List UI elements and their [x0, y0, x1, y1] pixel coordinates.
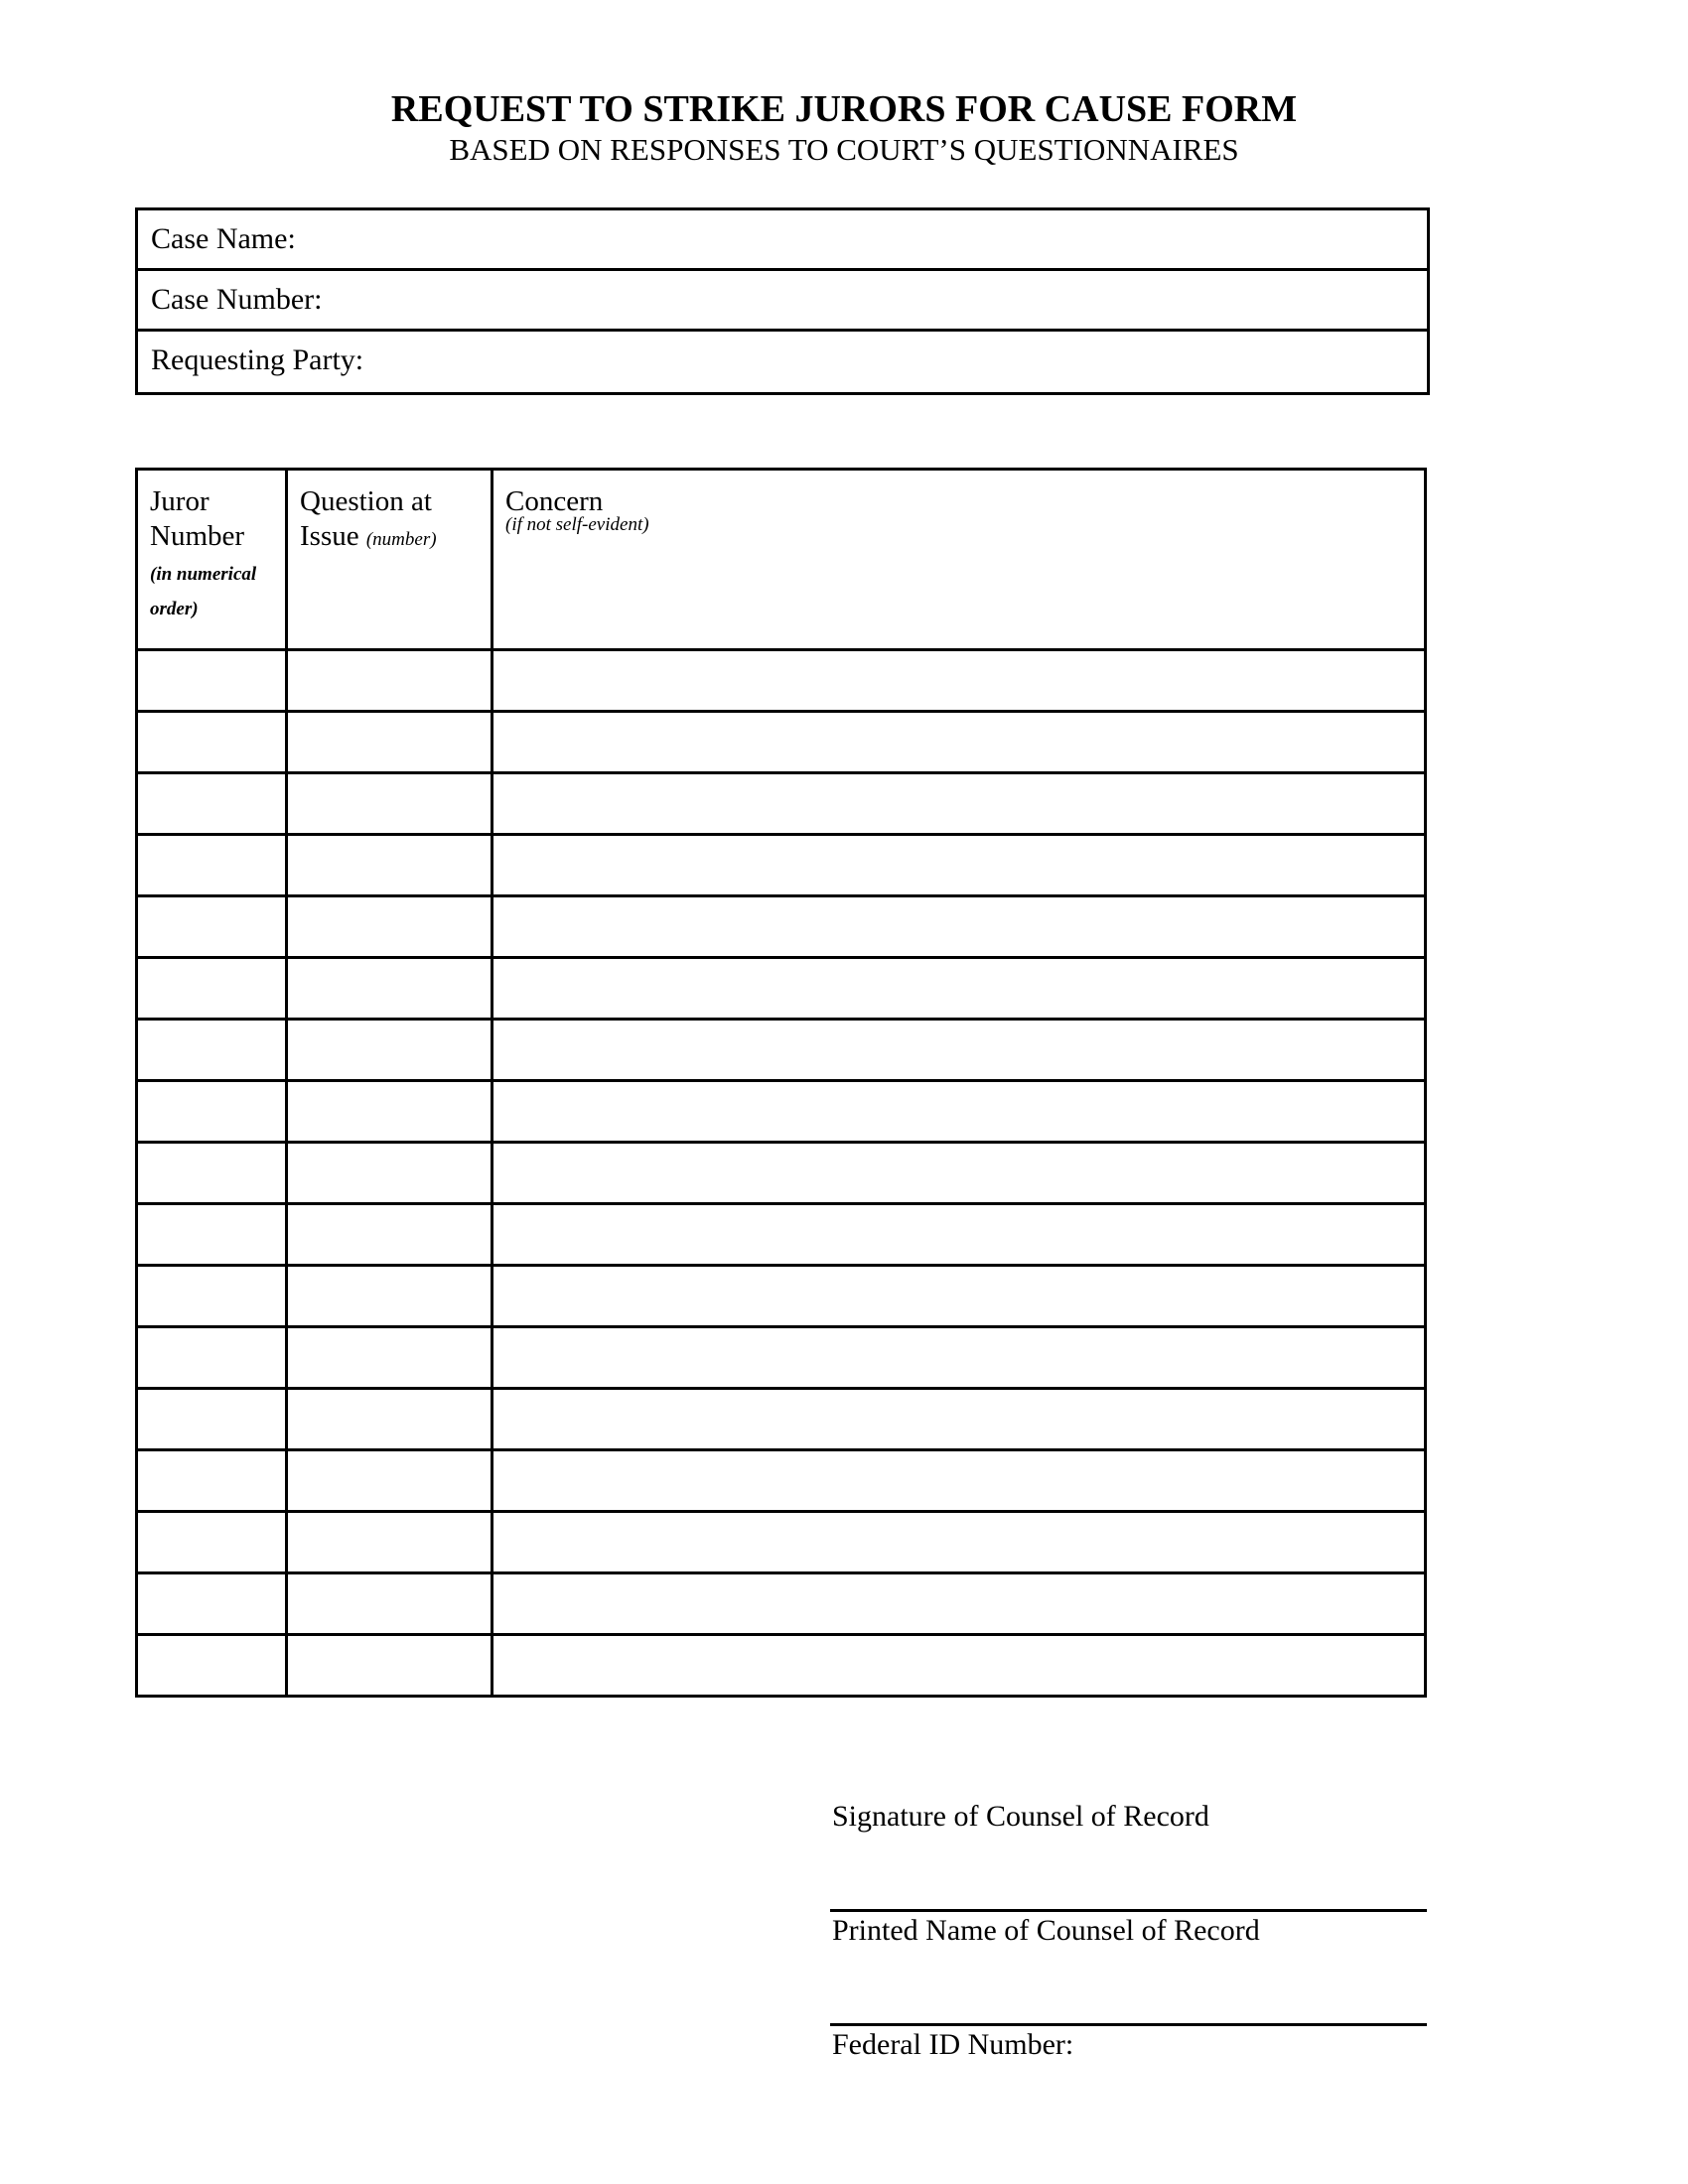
- printed-name-line[interactable]: [830, 1909, 1427, 1912]
- case-number-label: Case Number:: [151, 283, 323, 316]
- header-note: (if not self-evident): [505, 514, 649, 535]
- header-juror-number: [137, 470, 287, 650]
- juror-number-cell[interactable]: [137, 773, 287, 835]
- question-cell[interactable]: [287, 1081, 492, 1143]
- table-row: [137, 1020, 1426, 1081]
- header-label: Question at Issue: [300, 485, 432, 552]
- question-cell[interactable]: [287, 1573, 492, 1635]
- table-row: [137, 1143, 1426, 1204]
- table-row: [137, 773, 1426, 835]
- header-label: Concern: [505, 485, 604, 517]
- juror-number-cell[interactable]: [137, 1450, 287, 1512]
- header-concern: [492, 470, 1426, 650]
- concern-cell[interactable]: [492, 773, 1426, 835]
- form-title: REQUEST TO STRIKE JURORS FOR CAUSE FORM: [390, 88, 1298, 130]
- concern-cell[interactable]: [492, 650, 1426, 712]
- concern-cell[interactable]: [492, 1573, 1426, 1635]
- concern-cell[interactable]: [492, 1266, 1426, 1327]
- question-cell[interactable]: [287, 712, 492, 773]
- table-row: [137, 1389, 1426, 1450]
- juror-number-cell[interactable]: [137, 1635, 287, 1697]
- juror-number-cell[interactable]: [137, 650, 287, 712]
- table-row: [137, 896, 1426, 958]
- question-cell[interactable]: [287, 958, 492, 1020]
- juror-number-cell[interactable]: [137, 712, 287, 773]
- table-row: [137, 1204, 1426, 1266]
- question-cell[interactable]: [287, 1450, 492, 1512]
- concern-cell[interactable]: [492, 1081, 1426, 1143]
- juror-number-cell[interactable]: [137, 958, 287, 1020]
- question-cell[interactable]: [287, 650, 492, 712]
- case-name-label: Case Name:: [151, 222, 296, 255]
- concern-cell[interactable]: [492, 958, 1426, 1020]
- table-header-row: [137, 470, 1426, 650]
- question-cell[interactable]: [287, 896, 492, 958]
- concern-cell[interactable]: [492, 1635, 1426, 1697]
- table-row: [137, 1573, 1426, 1635]
- juror-number-cell[interactable]: [137, 835, 287, 896]
- header-question-at-issue: [287, 470, 492, 650]
- juror-number-cell[interactable]: [137, 1020, 287, 1081]
- signature-label: Signature of Counsel of Record: [832, 1800, 1209, 1833]
- juror-number-cell[interactable]: [137, 1573, 287, 1635]
- case-info-box: [135, 207, 1430, 395]
- federal-id-label: Federal ID Number:: [832, 2028, 1074, 2061]
- juror-number-cell[interactable]: [137, 1327, 287, 1389]
- question-cell[interactable]: [287, 1143, 492, 1204]
- question-cell[interactable]: [287, 1389, 492, 1450]
- concern-cell[interactable]: [492, 712, 1426, 773]
- form-subtitle: BASED ON RESPONSES TO COURT’S QUESTIONNAIRES: [449, 132, 1239, 167]
- juror-number-cell[interactable]: [137, 1204, 287, 1266]
- question-cell[interactable]: [287, 1635, 492, 1697]
- question-cell[interactable]: [287, 1327, 492, 1389]
- concern-cell[interactable]: [492, 1204, 1426, 1266]
- juror-number-cell[interactable]: [137, 1143, 287, 1204]
- juror-number-cell[interactable]: [137, 1266, 287, 1327]
- case-name-field[interactable]: [138, 210, 1427, 271]
- juror-number-cell[interactable]: [137, 896, 287, 958]
- table-row: [137, 835, 1426, 896]
- table-row: [137, 1450, 1426, 1512]
- concern-cell[interactable]: [492, 1450, 1426, 1512]
- requesting-party-label: Requesting Party:: [151, 343, 364, 376]
- juror-number-cell[interactable]: [137, 1389, 287, 1450]
- question-cell[interactable]: [287, 835, 492, 896]
- federal-id-line[interactable]: [830, 2023, 1427, 2026]
- header-label: Juror Number: [150, 485, 245, 552]
- concern-cell[interactable]: [492, 1327, 1426, 1389]
- header-note: (number): [365, 529, 437, 550]
- table-row: [137, 1081, 1426, 1143]
- table-row: [137, 958, 1426, 1020]
- header-note: (in numerical order): [150, 564, 257, 619]
- question-cell[interactable]: [287, 773, 492, 835]
- concern-cell[interactable]: [492, 835, 1426, 896]
- table-row: [137, 712, 1426, 773]
- table-row: [137, 1635, 1426, 1697]
- question-cell[interactable]: [287, 1266, 492, 1327]
- table-row: [137, 650, 1426, 712]
- concern-cell[interactable]: [492, 1512, 1426, 1573]
- requesting-party-field[interactable]: [138, 332, 1427, 392]
- concern-cell[interactable]: [492, 896, 1426, 958]
- table-row: [137, 1327, 1426, 1389]
- jurors-table: [135, 468, 1427, 1698]
- question-cell[interactable]: [287, 1020, 492, 1081]
- case-number-field[interactable]: [138, 271, 1427, 332]
- juror-number-cell[interactable]: [137, 1081, 287, 1143]
- table-row: [137, 1512, 1426, 1573]
- question-cell[interactable]: [287, 1204, 492, 1266]
- juror-number-cell[interactable]: [137, 1512, 287, 1573]
- concern-cell[interactable]: [492, 1020, 1426, 1081]
- table-row: [137, 1266, 1426, 1327]
- printed-name-label: Printed Name of Counsel of Record: [832, 1914, 1260, 1947]
- concern-cell[interactable]: [492, 1389, 1426, 1450]
- question-cell[interactable]: [287, 1512, 492, 1573]
- concern-cell[interactable]: [492, 1143, 1426, 1204]
